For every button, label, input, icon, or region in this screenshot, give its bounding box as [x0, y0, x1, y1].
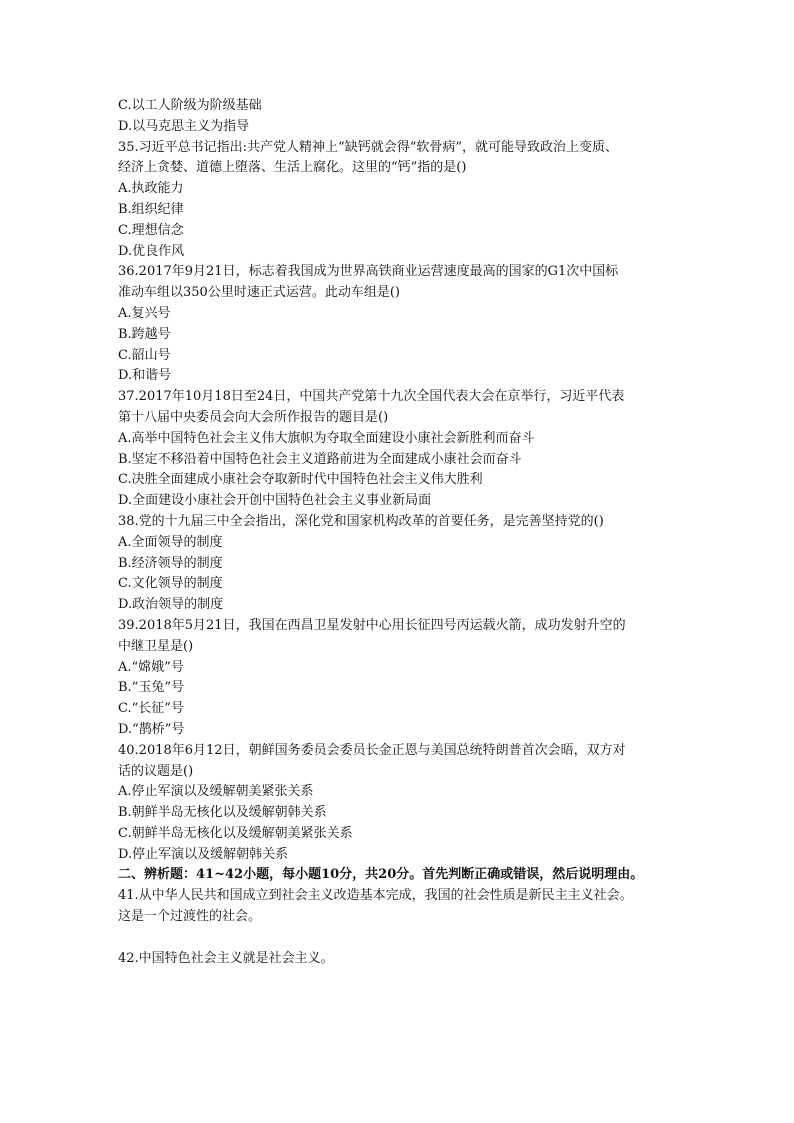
option-d: D.和谐号: [118, 368, 172, 384]
option-c: C.“长征”号: [118, 701, 184, 717]
question-35: [118, 138, 678, 263]
option-a: A.复兴号: [118, 305, 171, 321]
question-stem: 话的议题是(): [118, 763, 194, 779]
question-37: [118, 387, 678, 512]
question-stem: 准动车组以350公里时速正式运营。此动车组是(): [118, 285, 400, 301]
option-b: B.跨越号: [118, 326, 171, 342]
question-stem: 第十八届中央委员会向大会所作报告的题目是(): [118, 409, 389, 425]
option-line: C.以工人阶级为阶级基础: [118, 98, 262, 113]
question-41: [118, 886, 678, 928]
question-stem: 39.2018年5月21日，我国在西昌卫星发射中心用长征四号丙运载火箭，成功发射升空的: [118, 617, 626, 633]
option-d: D.优良作风: [118, 243, 185, 259]
option-line: D.以马克思主义为指导: [118, 118, 250, 134]
option-d: D.全面建设小康社会开创中国特色社会主义事业新局面: [118, 493, 432, 509]
option-b: B.经济领导的制度: [118, 555, 223, 571]
option-d: D.政治领导的制度: [118, 597, 224, 613]
question-stem: 40.2018年6月12日，朝鲜国务委员会委员长金正恩与美国总统特朗普首次会晤，双方对: [118, 742, 626, 758]
option-b: B.朝鲜半岛无核化以及缓解朝韩关系: [118, 805, 327, 821]
blank-answer-space: [118, 928, 678, 949]
option-b: B.“玉兔”号: [118, 680, 184, 696]
option-c: C.决胜全面建成小康社会夺取新时代中国特色社会主义伟大胜利: [118, 472, 483, 488]
question-stem: 36.2017年9月21日，标志着我国成为世界高铁商业运营速度最高的国家的G1次中国标: [118, 264, 619, 280]
option-d: D.停止军演以及缓解朝韩关系: [118, 846, 289, 862]
option-b: B.组织纪律: [118, 201, 184, 217]
option-a: A.停止军演以及缓解朝美紧张关系: [118, 784, 314, 800]
document-content: [118, 96, 678, 969]
question-stem: 37.2017年10月18日至24日，中国共产党第十九次全国代表大会在京举行，习近平代表: [118, 389, 625, 405]
question-stem: 这是一个过渡性的社会。: [118, 909, 262, 925]
question-stem: 中继卫星是(): [118, 638, 194, 654]
option-c: C.理想信念: [118, 222, 184, 238]
question-stem: 41.从中华人民共和国成立到社会主义改造基本完成，我国的社会性质是新民主主义社会。: [118, 888, 633, 904]
question-40: [118, 741, 678, 866]
option-a: A.执政能力: [118, 181, 184, 197]
question-39: [118, 616, 678, 741]
question-stem: 38.党的十九届三中全会指出，深化党和国家机构改革的首要任务，是完善坚持党的(): [118, 513, 604, 529]
section-heading: 二、辨析题：41~42小题，每小题10分，共20分。首先判断正确或错误，然后说明理由。: [118, 867, 644, 883]
question-38: [118, 512, 678, 616]
question-stem: 35.习近平总书记指出:共产党人精神上“缺钙就会得“软骨病”，就可能导致政治上变质、: [118, 139, 618, 155]
option-a: A.“嫦娥”号: [118, 659, 184, 675]
option-d: D.“鹊桥”号: [118, 721, 185, 737]
option-b: B.坚定不移沿着中国特色社会主义道路前进为全面建成小康社会而奋斗: [118, 451, 522, 467]
option-c: C.朝鲜半岛无核化以及缓解朝美紧张关系: [118, 825, 353, 841]
question-stem: 42.中国特色社会主义就是社会主义。: [118, 950, 334, 966]
question-stem: 经济上贪婪、道德上堕落、生活上腐化。这里的“钙”指的是(): [118, 160, 467, 176]
question-42: [118, 949, 678, 970]
option-a: A.全面领导的制度: [118, 534, 223, 550]
option-a: A.高举中国特色社会主义伟大旗帜为夺取全面建设小康社会新胜利而奋斗: [118, 430, 535, 446]
question-36: [118, 262, 678, 387]
option-c: C.文化领导的制度: [118, 576, 223, 592]
option-c: C.韶山号: [118, 347, 171, 363]
